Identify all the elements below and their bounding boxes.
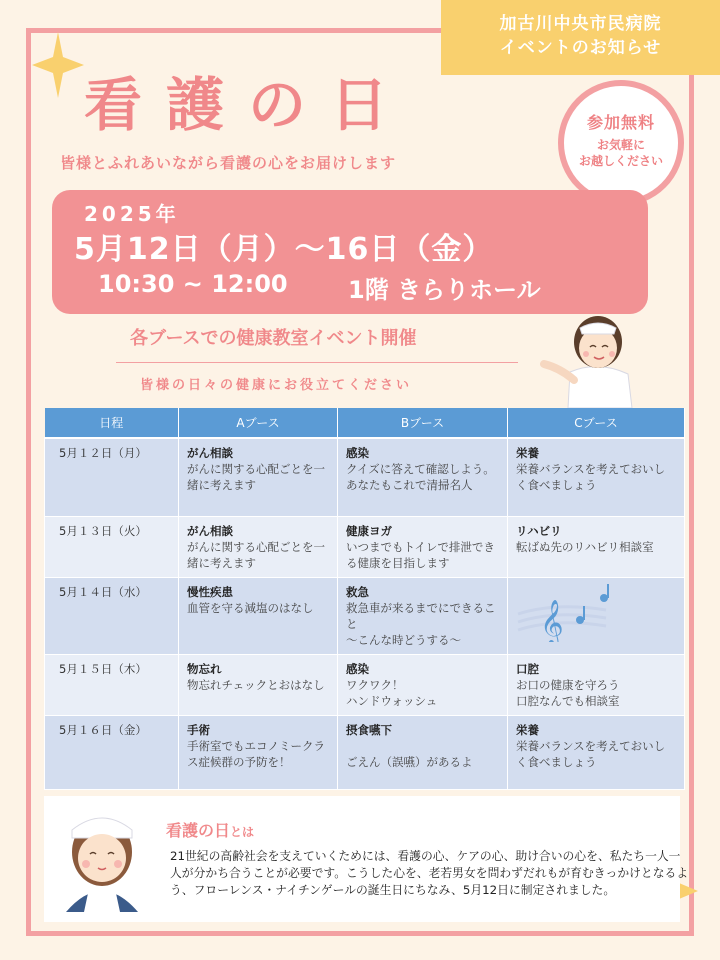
booth-cell: [179, 516, 338, 577]
day-cell: 5月１４日（水）: [45, 577, 179, 654]
booth-topic: 口腔: [516, 661, 539, 676]
booth-topic: 感染: [346, 446, 369, 460]
nurse-illustration: [56, 800, 148, 912]
event-year: 2025年: [84, 202, 180, 226]
booth-topic: 栄養: [516, 722, 539, 737]
booth-cell: [338, 715, 508, 789]
table-row: [45, 654, 685, 715]
subtitle: 皆様とふれあいながら看護の心をお届けします: [60, 154, 397, 172]
booth-topic: 物忘れ: [187, 661, 222, 676]
booth-description: 手術室でもエコノミークラス症候群の予防を！: [187, 738, 325, 769]
booth-topic: 摂食嚥下: [346, 722, 392, 737]
music-notes-icon: [516, 584, 612, 642]
booth-description: お口の健康を守ろう 口腔なんでも相談室: [516, 677, 620, 708]
booth-cell: [338, 654, 508, 715]
booth-description: ごえん（誤嚥）があるよ: [346, 754, 473, 769]
badge-sub1: お気軽に: [596, 138, 645, 152]
nurse-illustration: [540, 312, 640, 408]
booth-description: 血管を守る減塩のはなし: [187, 600, 314, 615]
day-cell: 5月１５日（木）: [45, 654, 179, 715]
booth-cell: [179, 577, 338, 654]
day-cell: 5月１２日（月）: [45, 438, 179, 516]
booth-description: 救急車が来るまでにできること ～こんな時どうする～: [346, 600, 496, 647]
booth-cell: [179, 438, 338, 516]
booth-cell: [179, 654, 338, 715]
column-header: Bブース: [338, 408, 508, 438]
divider: [116, 362, 518, 363]
table-row: [45, 438, 685, 516]
event-dates: 5月12日（月）～16日（金）: [74, 232, 494, 267]
about-title-main: 看護の日: [166, 821, 231, 840]
booth-cell: [508, 438, 685, 516]
table-header-row: [45, 408, 685, 438]
booth-topic: 栄養: [516, 446, 539, 460]
about-title-suffix: とは: [230, 825, 255, 839]
schedule-table: [44, 408, 685, 790]
booth-description: いつまでもトイレで排泄できる健康を目指します: [346, 539, 495, 570]
booth-description: がんに関する心配ごとを一緒に考えます: [187, 462, 325, 492]
booth-topic: リハビリ: [516, 523, 562, 538]
about-text: 21世紀の高齢社会を支えていくためには、看護の心、ケアの心、助け合いの心を、私たち一人一人が分かち合うことが必要です。こうした心を、老若男女を問わずだれもが育むきっかけとなるよう、フローレンス・ナイチンゲールの誕生日にちなみ、5月12日に制定されました。: [170, 849, 689, 897]
day-cell: 5月１３日（火）: [45, 516, 179, 577]
table-row: [45, 516, 685, 577]
svg-text:𝄞: 𝄞: [540, 599, 564, 642]
event-notice-label: イベントのお知らせ: [499, 38, 662, 58]
table-row: [45, 715, 685, 789]
event-place: 1階 きらりホール: [348, 276, 541, 304]
booth-topic: がん相談: [187, 446, 233, 460]
booth-cell: [179, 715, 338, 789]
badge-main: 参加無料: [586, 113, 655, 132]
column-header: Aブース: [179, 408, 338, 438]
column-header: Cブース: [508, 408, 685, 438]
booth-topic: 健康ヨガ: [346, 523, 392, 538]
booth-cell: [338, 516, 508, 577]
booth-topic: 慢性疾患: [187, 584, 233, 599]
event-time: 10:30 ~ 12:00: [98, 270, 288, 298]
booth-cell: [508, 715, 685, 789]
booth-description: がんに関する心配ごとを一緒に考えます: [187, 539, 325, 570]
table-row: [45, 577, 685, 654]
section-subtitle: 皆様の日々の健康にお役立てください: [140, 378, 413, 393]
booth-topic: 救急: [346, 584, 369, 599]
section-title: 各ブースでの健康教室イベント開催: [130, 328, 417, 349]
date-banner: [52, 190, 648, 314]
day-cell: 5月１６日（金）: [45, 715, 179, 789]
booth-description: 栄養バランスを考えておいしく食べましょう: [516, 738, 666, 769]
free-participation-badge: [558, 80, 684, 206]
booth-cell: [338, 438, 508, 516]
booth-topic: 手術: [187, 722, 210, 737]
booth-description: クイズに答えて確認しよう。あなたもこれで清掃名人: [346, 462, 495, 492]
booth-topic: 感染: [346, 661, 369, 676]
star-icon: [30, 30, 86, 100]
booth-description: 転ばぬ先のリハビリ相談室: [516, 539, 654, 554]
booth-topic: がん相談: [187, 523, 233, 538]
booth-cell: [338, 577, 508, 654]
page-title: 看護の日: [84, 71, 413, 139]
badge-sub2: お越しください: [578, 154, 663, 168]
column-header: 日程: [45, 408, 179, 438]
about-title: [166, 818, 254, 841]
booth-description: 栄養バランスを考えておいしく食べましょう: [516, 462, 666, 492]
hospital-name: 加古川中央市民病院: [499, 14, 662, 34]
booth-cell: [508, 516, 685, 577]
hospital-tag: [441, 0, 720, 75]
booth-cell: [508, 654, 685, 715]
booth-cell: [508, 577, 685, 654]
booth-description: 物忘れチェックとおはなし: [187, 677, 325, 692]
booth-description: ワクワク！ ハンドウォッシュ: [346, 677, 438, 708]
